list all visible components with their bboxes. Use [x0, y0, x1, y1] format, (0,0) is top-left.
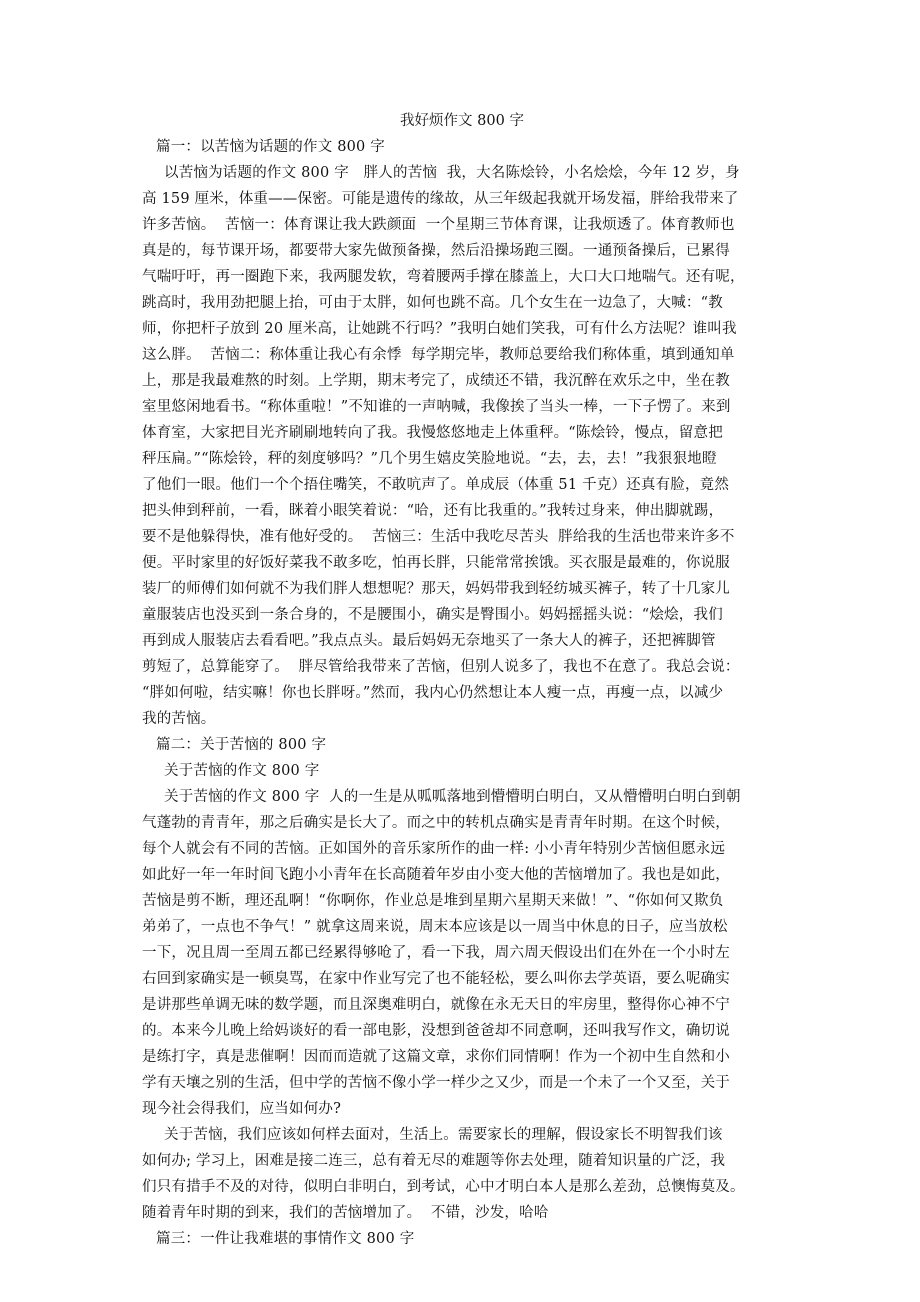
text-line: 的。本来今儿晚上给妈谈好的看一部电影，没想到爸爸却不同意啊，还叫我写作文，确切说	[142, 1023, 730, 1039]
text-line: 把头伸到秤前，一看，眯着小眼笑着说：“哈，还有比我重的。”我转过身来，伸出脚就踢，	[142, 503, 724, 519]
document-page	[142, 108, 782, 1252]
section-heading: 篇二：关于苦恼的 800 字	[156, 737, 327, 753]
text-line: 便。平时家里的好饭好菜我不敢多吃，怕再长胖，只能常常挨饿。买衣服是最难的，你说服	[142, 555, 730, 571]
text-line: 要不是他躲得快，准有他好受的。 苦恼三：生活中我吃尽苦头 胖给我的生活也带来许多不	[142, 529, 735, 545]
text-line: 关于苦恼，我们应该如何样去面对，生活上。需要家长的理解，假设家长不明智我们该	[164, 1127, 723, 1143]
text-line: 真是的，每节课开场，都要带大家先做预备操，然后沿操场跑三圈。一通预备操后，已累得	[142, 243, 730, 259]
section-heading: 篇一：以苦恼为话题的作文 800 字	[156, 139, 385, 155]
text-line: 每个人就会有不同的苦恼。正如国外的音乐家所作的曲一样: 小小青年特别少苦恼但愿永远	[142, 841, 726, 857]
text-line: 学有天壤之别的生活，但中学的苦恼不像小学一样少之又少，而是一个未了一个又至，关于	[142, 1075, 730, 1091]
text-line: 右回到家确实是一顿臭骂，在家中作业写完了也不能轻松，要么叫你去学英语，要么呢确实	[142, 971, 730, 987]
text-line: 了他们一眼。他们一个个捂住嘴笑，不敢吭声了。单成辰（体重 51 千克）还真有脸，竟然	[142, 477, 730, 493]
text-line: 现今社会得我们，应当如何办?	[142, 1101, 342, 1117]
text-line: 苦恼是剪不断，理还乱啊！“你啊你，作业总是堆到星期六星期天来做！”、“你如何又欺负	[142, 893, 724, 909]
text-line: 如此好一年一年时间飞跑小小青年在长高随着年岁由小变大他的苦恼增加了。我也是如此，	[142, 867, 730, 883]
text-line: 室里悠闲地看书。“称体重啦！”不知谁的一声呐喊，我像挨了当头一棒，一下子愣了。来到	[142, 399, 731, 415]
text-line: 体育室，大家把目光齐刷刷地转向了我。我慢悠悠地走上体重秤。“陈烩铃，慢点，留意把	[142, 425, 723, 441]
document-body	[142, 134, 782, 1252]
text-line: 上，那是我最难熬的时刻。上学期，期末考完了，成绩还不错，我沉醉在欢乐之中，坐在教	[142, 373, 730, 389]
text-line: 一下，况且周一至周五都已经累得够呛了，看一下我，周六周天假设出们在外在一个小时左	[142, 945, 730, 961]
text-line: 关于苦恼的作文 800 字 人的一生是从呱呱落地到懵懵明白明白，又从懵懵明白明白到朝	[164, 789, 741, 805]
text-line: 以苦恼为话题的作文 800 字 胖人的苦恼 我，大名陈烩铃，小名烩烩，今年 12 岁，身	[164, 165, 740, 181]
text-line: 是练打字，真是悲催啊！因而而造就了这篇文章，求你们同情啊！作为一个初中生自然和小	[142, 1049, 730, 1065]
text-line: 剪短了，总算能穿了。 胖尽管给我带来了苦恼，但别人说多了，我也不在意了。我总会说：	[142, 659, 740, 675]
text-line: 跳高时，我用劲把腿上抬，可由于太胖，如何也跳不高。几个女生在一边急了，大喊：“教	[142, 295, 723, 311]
text-line: 如何办; 学习上，困难是接二连三，总有着无尽的难题等你去处理，随着知识量的广泛，我	[142, 1153, 726, 1169]
text-line: 气喘吁吁，再一圈跑下来，我两腿发软，弯着腰两手撑在膝盖上，大口大口地喘气。还有呢，	[142, 269, 745, 285]
text-line: 我的苦恼。	[142, 711, 216, 727]
text-line: 秤压扁。”“陈烩铃，秤的刻度够吗？”几个男生嬉皮笑脸地说。“去，去，去！”我狠狠地瞪	[142, 451, 717, 467]
text-line: 高 159 厘米，体重——保密。可能是遗传的缘故，从三年级起我就开场发福，胖给我带来了	[142, 191, 739, 207]
text-line: 们只有措手不及的对待，似明白非明白，到考试，心中才明白本人是那么差劲，总懊悔莫及。	[142, 1179, 745, 1195]
text-line: 师，你把杆子放到 20 厘米高，让她跳不行吗？”我明白她们笑我，可有什么方法呢？谁叫我	[142, 321, 737, 337]
text-line: 弟弟了，一点也不争气！” 就拿这周来说，周末本应该是以一周当中休息的日子，应当放松	[142, 919, 728, 935]
text-line: 是讲那些单调无味的数学题，而且深奥难明白，就像在永无天日的牢房里，整得你心神不宁	[142, 997, 730, 1013]
text-line: 再到成人服装店去看看吧。”我点点头。最后妈妈无奈地买了一条大人的裤子，还把裤脚管	[142, 633, 716, 649]
text-line: 童服装店也没买到一条合身的，不是腰围小，确实是臀围小。妈妈摇摇头说：“烩烩，我们	[142, 607, 723, 623]
text-line: 随着青年时期的到来，我们的苦恼增加了。 不错，沙发，哈哈	[142, 1205, 549, 1221]
text-line: 气蓬勃的青青年，那之后确实是长大了。而之中的转机点确实是青青年时期。在这个时候，	[142, 815, 730, 831]
section-heading: 篇三：一件让我难堪的事情作文 800 字	[156, 1231, 415, 1247]
text-line: 关于苦恼的作文 800 字	[164, 763, 320, 779]
text-line: “胖如何啦，结实嘛！你也长胖呀。”然而，我内心仍然想让本人瘦一点，再瘦一点，以减少	[142, 685, 724, 701]
text-line: 这么胖。 苦恼二：称体重让我心有余悸 每学期完毕，教师总要给我们称体重，填到通知单	[142, 347, 735, 363]
document-title: 我好烦作文 800 字	[400, 113, 524, 129]
text-line: 装厂的师傅们如何就不为我们胖人想想呢？那天，妈妈带我到轻纺城买裤子，转了十几家儿	[142, 581, 730, 597]
text-line: 许多苦恼。 苦恼一：体育课让我大跌颜面 一个星期三节体育课，让我烦透了。体育教师也	[142, 217, 735, 233]
